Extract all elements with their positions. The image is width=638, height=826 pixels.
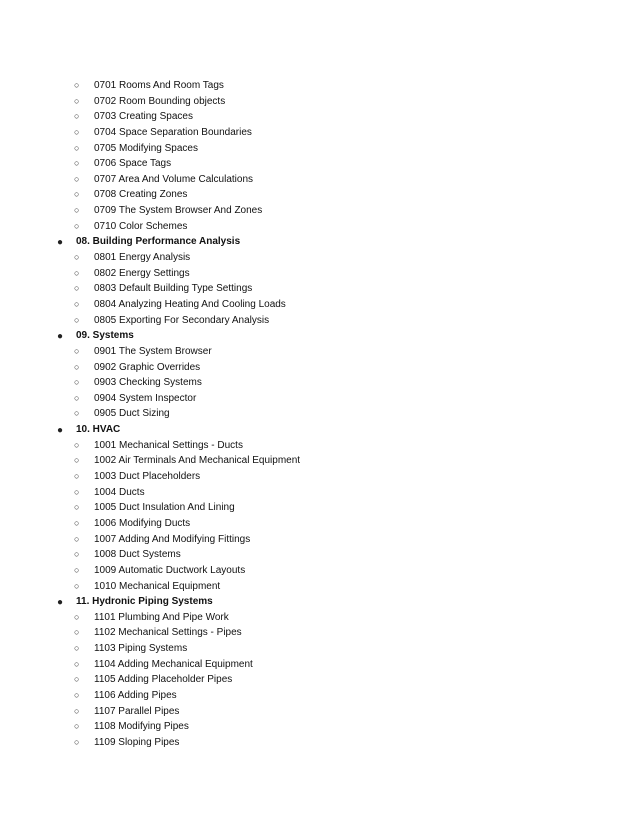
lesson-list-item xyxy=(0,610,638,626)
course-outline-list xyxy=(0,78,638,751)
lesson-title-text: 1008 Duct Systems xyxy=(94,549,181,561)
lesson-title-text: 1001 Mechanical Settings - Ducts xyxy=(94,439,243,451)
lesson-list-item xyxy=(0,641,638,657)
lesson-title-text: 0710 Color Schemes xyxy=(94,220,188,232)
hollow-bullet-icon: ○ xyxy=(74,283,80,294)
lesson-title-text: 0708 Creating Zones xyxy=(94,189,188,201)
hollow-bullet-icon: ○ xyxy=(74,361,80,372)
hollow-bullet-icon: ○ xyxy=(74,643,80,654)
lesson-list-item xyxy=(0,313,638,329)
hollow-bullet-icon: ○ xyxy=(74,705,80,716)
lesson-list-item xyxy=(0,485,638,501)
hollow-bullet-icon: ○ xyxy=(74,580,80,591)
lesson-list-item xyxy=(0,203,638,219)
hollow-bullet-icon: ○ xyxy=(74,439,80,450)
lesson-list-item xyxy=(0,172,638,188)
hollow-bullet-icon: ○ xyxy=(74,80,80,90)
lesson-title-text: 0801 Energy Analysis xyxy=(94,252,191,264)
lesson-list-item xyxy=(0,78,638,94)
lesson-list-item xyxy=(0,438,638,454)
lesson-title-text: 1103 Piping Systems xyxy=(94,643,188,655)
hollow-bullet-icon: ○ xyxy=(74,658,80,669)
lesson-title-text: 0704 Space Separation Boundaries xyxy=(94,126,252,138)
filled-bullet-icon: ● xyxy=(57,237,64,249)
hollow-bullet-icon: ○ xyxy=(74,95,80,106)
hollow-bullet-icon: ○ xyxy=(74,611,80,622)
lesson-list-item xyxy=(0,704,638,720)
hollow-bullet-icon: ○ xyxy=(74,736,80,747)
hollow-bullet-icon: ○ xyxy=(74,471,80,482)
lesson-title-text: 0804 Analyzing Heating And Cooling Loads xyxy=(94,298,286,310)
section-heading-text: 09. Systems xyxy=(76,330,134,342)
hollow-bullet-icon: ○ xyxy=(74,408,80,419)
lesson-list-item xyxy=(0,219,638,235)
lesson-list-item xyxy=(0,672,638,688)
lesson-list-item xyxy=(0,532,638,548)
lesson-list-item xyxy=(0,344,638,360)
lesson-list-item xyxy=(0,406,638,422)
hollow-bullet-icon: ○ xyxy=(74,502,80,513)
hollow-bullet-icon: ○ xyxy=(74,173,80,184)
lesson-title-text: 1006 Modifying Ducts xyxy=(94,517,191,529)
lesson-title-text: 1010 Mechanical Equipment xyxy=(94,580,221,592)
lesson-list-item xyxy=(0,500,638,516)
section-heading-item xyxy=(0,594,638,610)
lesson-list-item xyxy=(0,579,638,595)
hollow-bullet-icon: ○ xyxy=(74,455,80,466)
lesson-list-item xyxy=(0,281,638,297)
lesson-list-item xyxy=(0,391,638,407)
lesson-list-item xyxy=(0,125,638,141)
hollow-bullet-icon: ○ xyxy=(74,205,80,216)
lesson-list-item xyxy=(0,547,638,563)
section-heading-item xyxy=(0,234,638,250)
filled-bullet-icon: ● xyxy=(57,331,64,343)
section-heading-text: 10. HVAC xyxy=(76,424,121,436)
hollow-bullet-icon: ○ xyxy=(74,486,80,497)
lesson-title-text: 0903 Checking Systems xyxy=(94,377,202,389)
lesson-title-text: 0706 Space Tags xyxy=(94,158,172,170)
hollow-bullet-icon: ○ xyxy=(74,533,80,544)
lesson-title-text: 1004 Ducts xyxy=(94,486,145,498)
lesson-title-text: 0703 Creating Spaces xyxy=(94,111,193,123)
filled-bullet-icon: ● xyxy=(57,597,64,609)
lesson-list-item xyxy=(0,187,638,203)
lesson-title-text: 0901 The System Browser xyxy=(94,345,212,357)
lesson-title-text: 1102 Mechanical Settings - Pipes xyxy=(94,627,242,639)
lesson-title-text: 0707 Area And Volume Calculations xyxy=(94,173,253,185)
hollow-bullet-icon: ○ xyxy=(74,158,80,169)
hollow-bullet-icon: ○ xyxy=(74,314,80,325)
lesson-title-text: 1003 Duct Placeholders xyxy=(94,471,201,483)
lesson-title-text: 0904 System Inspector xyxy=(94,392,197,404)
lesson-title-text: 0902 Graphic Overrides xyxy=(94,361,201,373)
lesson-title-text: 1101 Plumbing And Pipe Work xyxy=(94,611,229,623)
lesson-list-item xyxy=(0,109,638,125)
hollow-bullet-icon: ○ xyxy=(74,111,80,122)
lesson-title-text: 1002 Air Terminals And Mechanical Equipment xyxy=(94,455,301,467)
hollow-bullet-icon: ○ xyxy=(74,345,80,356)
lesson-title-text: 0705 Modifying Spaces xyxy=(94,142,198,154)
lesson-title-text: 0805 Exporting For Secondary Analysis xyxy=(94,314,270,326)
lesson-title-text: 1105 Adding Placeholder Pipes xyxy=(94,674,233,686)
hollow-bullet-icon: ○ xyxy=(74,549,80,560)
lesson-list-item xyxy=(0,657,638,673)
lesson-title-text: 1109 Sloping Pipes xyxy=(94,736,180,748)
lesson-list-item xyxy=(0,719,638,735)
hollow-bullet-icon: ○ xyxy=(74,267,80,278)
lesson-list-item xyxy=(0,266,638,282)
hollow-bullet-icon: ○ xyxy=(74,564,80,575)
hollow-bullet-icon: ○ xyxy=(74,298,80,309)
lesson-list-item xyxy=(0,469,638,485)
lesson-title-text: 1009 Automatic Ductwork Layouts xyxy=(94,564,246,576)
lesson-title-text: 1106 Adding Pipes xyxy=(94,689,177,701)
hollow-bullet-icon: ○ xyxy=(74,220,80,231)
hollow-bullet-icon: ○ xyxy=(74,377,80,388)
lesson-title-text: 0905 Duct Sizing xyxy=(94,408,170,420)
hollow-bullet-icon: ○ xyxy=(74,517,80,528)
lesson-title-text: 0702 Room Bounding objects xyxy=(94,95,226,107)
lesson-title-text: 1107 Parallel Pipes xyxy=(94,705,180,717)
lesson-list-item xyxy=(0,156,638,172)
lesson-list-item xyxy=(0,141,638,157)
lesson-list-item xyxy=(0,688,638,704)
lesson-title-text: 0803 Default Building Type Settings xyxy=(94,283,253,295)
section-heading-text: 11. Hydronic Piping Systems xyxy=(76,596,213,608)
lesson-list-item xyxy=(0,94,638,110)
lesson-title-text: 1007 Adding And Modifying Fittings xyxy=(94,533,251,545)
lesson-list-item xyxy=(0,250,638,266)
lesson-list-item xyxy=(0,516,638,532)
hollow-bullet-icon: ○ xyxy=(74,721,80,732)
lesson-title-text: 1108 Modifying Pipes xyxy=(94,721,189,733)
section-heading-item xyxy=(0,328,638,344)
lesson-title-text: 0701 Rooms And Room Tags xyxy=(94,80,224,91)
lesson-list-item xyxy=(0,360,638,376)
lesson-title-text: 1104 Adding Mechanical Equipment xyxy=(94,658,253,670)
hollow-bullet-icon: ○ xyxy=(74,142,80,153)
hollow-bullet-icon: ○ xyxy=(74,126,80,137)
hollow-bullet-icon: ○ xyxy=(74,392,80,403)
lesson-list-item xyxy=(0,735,638,751)
section-heading-item xyxy=(0,422,638,438)
lesson-title-text: 0709 The System Browser And Zones xyxy=(94,205,263,217)
section-heading-text: 08. Building Performance Analysis xyxy=(76,236,241,248)
hollow-bullet-icon: ○ xyxy=(74,689,80,700)
hollow-bullet-icon: ○ xyxy=(74,674,80,685)
hollow-bullet-icon: ○ xyxy=(74,627,80,638)
lesson-list-item xyxy=(0,563,638,579)
lesson-title-text: 1005 Duct Insulation And Lining xyxy=(94,502,235,514)
lesson-list-item xyxy=(0,453,638,469)
hollow-bullet-icon: ○ xyxy=(74,189,80,200)
lesson-title-text: 0802 Energy Settings xyxy=(94,267,190,279)
lesson-list-item xyxy=(0,625,638,641)
filled-bullet-icon: ● xyxy=(57,425,64,437)
lesson-list-item xyxy=(0,297,638,313)
hollow-bullet-icon: ○ xyxy=(74,252,80,263)
lesson-list-item xyxy=(0,375,638,391)
